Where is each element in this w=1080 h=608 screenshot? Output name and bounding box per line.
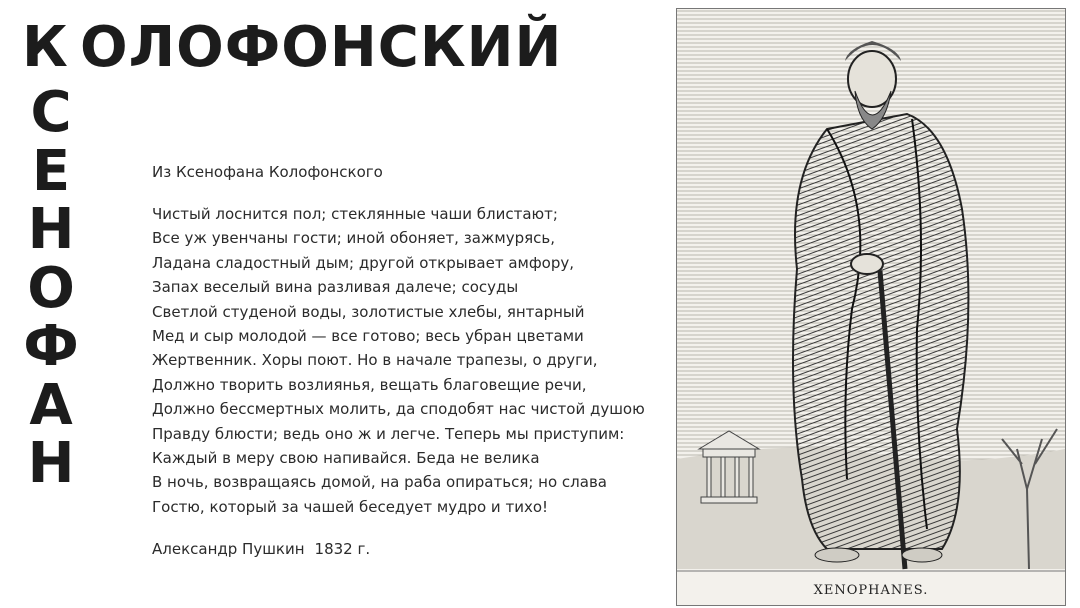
engraving-caption: XENOPHANES. — [813, 583, 929, 598]
poem-line: Чистый лоснится пол; стеклянные чаши блистают; — [152, 205, 558, 223]
poem-line: Запах веселый вина разливая далече; сосуды — [152, 278, 519, 297]
poem — [152, 160, 662, 561]
title-vertical — [22, 80, 80, 496]
xenophanes-engraving — [676, 8, 1066, 606]
poem-author: Александр Пушкин — [152, 540, 305, 559]
title-vertical-letter: А — [29, 372, 73, 438]
poem-line: Светлой студеной воды, золотистые хлебы, янтарный — [152, 302, 585, 321]
poem-line: Должно творить возлиянья, вещать благовещие речи, — [152, 375, 587, 394]
engraving-illustration — [677, 9, 1065, 605]
title-vertical-letter: Ф — [23, 314, 79, 379]
poem-heading: Из Ксенофана Колофонского — [152, 163, 383, 181]
poem-line: Гостю, который за чашей беседует мудро и тихо! — [152, 497, 549, 516]
title-horizontal-word: ОЛОФОНСКИЙ — [80, 15, 563, 80]
title-vertical-letter: Е — [31, 138, 71, 204]
poem-line: Каждый в меру свою напивайся. Беда не велика — [152, 448, 540, 467]
title-first-letter: К — [22, 15, 69, 80]
poem-line: Жертвенник. Хоры поют. Но в начале трапезы, о други, — [152, 351, 598, 370]
poem-line: В ночь, возвращаясь домой, на раба опираться; но слава — [152, 473, 607, 492]
poem-line: Должно бессмертных молить, да сподобят нас чистой душою — [152, 400, 645, 419]
poem-line: Все уж увенчаны гости; иной обоняет, зажмурясь, — [152, 229, 555, 248]
title-vertical-letter: О — [27, 255, 75, 321]
poem-line: Правду блюсти; ведь оно ж и легче. Теперь мы приступим: — [152, 424, 625, 443]
poem-line: Ладана сладостный дым; другой открывает амфору, — [152, 253, 575, 272]
title-vertical-letter: Н — [27, 431, 75, 496]
title-vertical-letter: С — [30, 80, 72, 145]
poem-line: Мед и сыр молодой — все готово; весь убран цветами — [152, 326, 584, 345]
title-vertical-letter: Н — [27, 197, 75, 262]
poem-attribution — [152, 537, 662, 561]
title-horizontal — [22, 12, 562, 84]
poem-year: 1832 г. — [314, 540, 371, 559]
